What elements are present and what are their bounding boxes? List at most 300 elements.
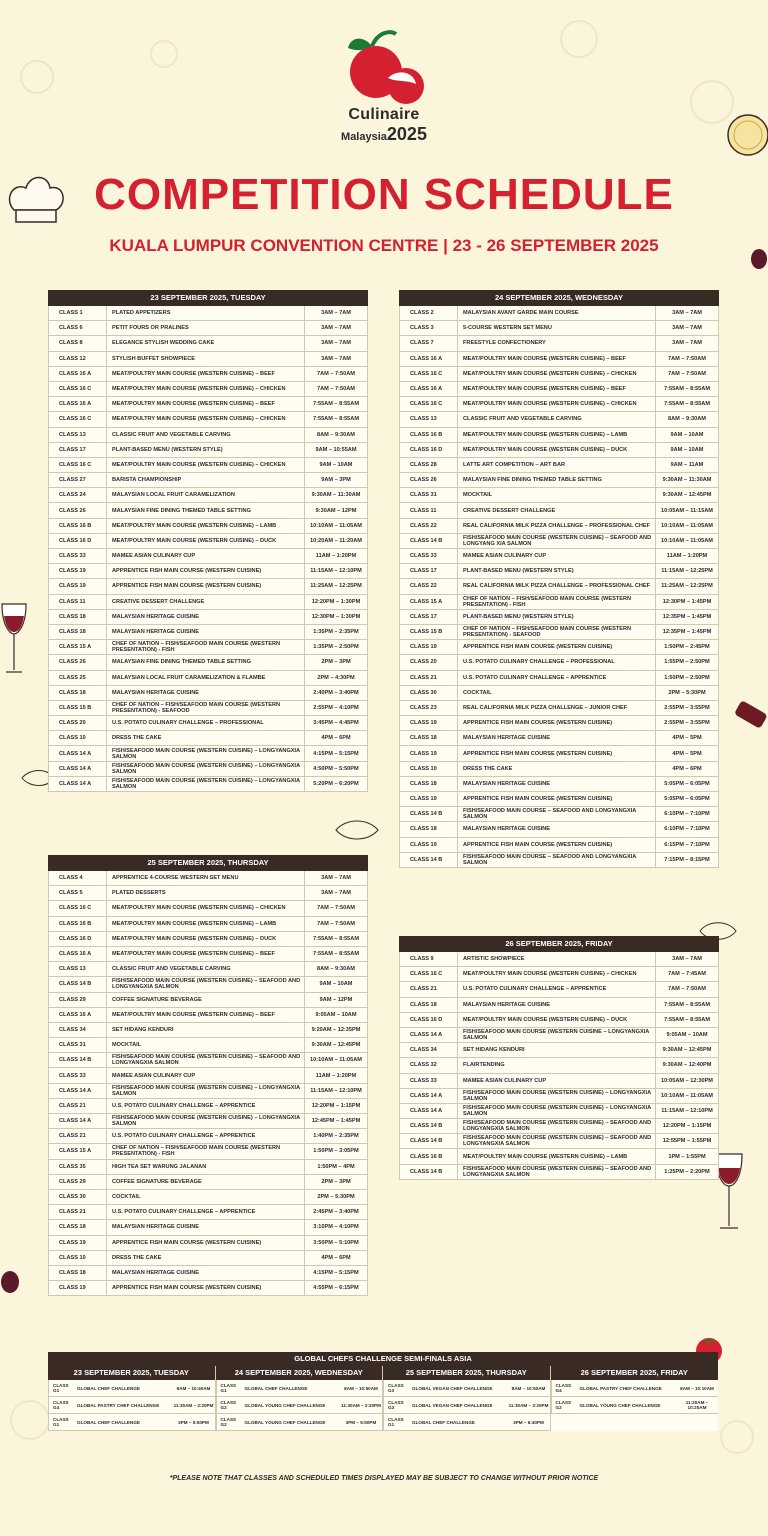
class-cell: CLASS 19: [49, 564, 107, 578]
class-cell: CLASS 16 C: [400, 367, 458, 381]
time-cell: 10:20AM – 11:20AM: [310, 537, 362, 544]
time-cell: 7AM – 7:50AM: [317, 386, 355, 393]
time-cell: 12:45PM – 1:45PM: [311, 1118, 361, 1125]
event-cell: MALAYSIAN AVANT GARDE MAIN COURSE: [458, 306, 656, 320]
event-cell: DRESS THE CAKE: [107, 1251, 305, 1265]
table-row: [399, 998, 719, 1013]
class-cell: CLASS 14 B: [400, 1119, 458, 1133]
event-cell: PLATED APPETIZERS: [107, 306, 305, 320]
table-row: [48, 1190, 368, 1205]
event-cell: PLANT-BASED MENU (WESTERN STYLE): [107, 443, 305, 457]
culinaire-logo: [324, 28, 444, 144]
time-cell: 11:25AM – 12:25PM: [661, 583, 713, 590]
time-cell: 12:20PM – 1:30PM: [311, 598, 361, 605]
gcc-class-cell: CLASS G4: [555, 1383, 572, 1393]
event-cell: CHEF OF NATION – FISH/SEAFOOD MAIN COURSE (WESTERN PRESENTATION) - FISH: [107, 640, 305, 654]
time-cell: 9AM – 3PM: [321, 477, 351, 484]
event-cell: FISH/SEAFOOD MAIN COURSE – SEAFOOD AND LONGYANGXIA SALMON: [458, 807, 656, 821]
gcc-row: [551, 1397, 719, 1414]
class-cell: CLASS 18: [400, 822, 458, 836]
table-row: [48, 671, 368, 686]
class-cell: CLASS 11: [49, 595, 107, 609]
table-row: [48, 412, 368, 427]
time-cell: 10:05AM – 11:15AM: [661, 507, 713, 514]
class-cell: CLASS 16 B: [400, 428, 458, 442]
brand-name: Culinaire: [348, 106, 420, 123]
gcc-class-cell: CLASS G1: [388, 1417, 404, 1427]
time-cell: 10:10AM – 11:05AM: [661, 522, 713, 529]
cherry-logo-icon: [332, 28, 436, 106]
event-cell: HIGH TEA SET WARUNG JALANAN: [107, 1160, 305, 1174]
class-cell: CLASS 14 A: [400, 1104, 458, 1118]
decor-circle: [10, 1400, 50, 1440]
table-row: [399, 716, 719, 731]
table-row: [48, 947, 368, 962]
gcc-class-cell: CLASS G2: [555, 1400, 572, 1410]
event-cell: MOCKTAIL: [458, 488, 656, 502]
gcc-day-header: 25 SEPTEMBER 2025, THURSDAY: [383, 1366, 550, 1380]
class-cell: CLASS 16 B: [49, 917, 107, 931]
gcc-time-cell: 8AM – 10:10AM: [680, 1385, 714, 1391]
event-cell: U.S. POTATO CULINARY CHALLENGE – APPRENTICE: [107, 1205, 305, 1219]
time-cell: 4PM – 5PM: [672, 735, 702, 742]
event-cell: MEAT/POULTRY MAIN COURSE (WESTERN CUISINE) – CHICKEN: [458, 967, 656, 981]
event-cell: MEAT/POULTRY MAIN COURSE (WESTERN CUISINE) – DUCK: [458, 443, 656, 457]
class-cell: CLASS 19: [400, 792, 458, 806]
schedule-table-23-sep: [48, 290, 368, 792]
time-cell: 2:55PM – 4:10PM: [313, 704, 359, 711]
event-cell: APPRENTICE FISH MAIN COURSE (WESTERN CUISINE): [458, 640, 656, 654]
table-row: [399, 625, 719, 640]
class-cell: CLASS 13: [49, 428, 107, 442]
time-cell: 2PM – 3PM: [321, 1178, 351, 1185]
event-cell: ARTISTIC SHOWPIECE: [458, 952, 656, 966]
table-row: [399, 1119, 719, 1134]
gcc-event-cell: GLOBAL CHEF CHALLENGE: [77, 1385, 140, 1391]
table-row: [48, 932, 368, 947]
time-cell: 9AM – 10:55AM: [315, 446, 357, 453]
class-cell: CLASS 14 A: [49, 762, 107, 776]
leaf-icon: [334, 818, 380, 842]
event-cell: MAMEE ASIAN CULINARY CUP: [107, 549, 305, 563]
class-cell: CLASS 17: [400, 610, 458, 624]
table-row: [48, 1251, 368, 1266]
event-cell: DRESS THE CAKE: [107, 731, 305, 745]
time-cell: 7:55AM – 8:55AM: [312, 416, 359, 423]
gcc-class-cell: CLASS G3: [388, 1383, 404, 1393]
time-cell: 9AM – 10AM: [319, 461, 353, 468]
class-cell: CLASS 31: [400, 488, 458, 502]
event-cell: U.S. POTATO CULINARY CHALLENGE – APPRENTICE: [107, 1129, 305, 1143]
class-cell: CLASS 21: [49, 1099, 107, 1113]
table-row: [48, 625, 368, 640]
time-cell: 2:45PM – 3:40PM: [313, 1209, 359, 1216]
event-cell: U.S. POTATO CULINARY CHALLENGE – PROFESSIONAL: [458, 655, 656, 669]
table-row: [399, 382, 719, 397]
time-cell: 8AM – 9:30AM: [668, 416, 706, 423]
gcc-day-header: 26 SEPTEMBER 2025, FRIDAY: [551, 1366, 719, 1380]
class-cell: CLASS 16 B: [49, 519, 107, 533]
time-cell: 9:30AM – 12:45PM: [311, 1042, 361, 1049]
time-cell: 12:30PM – 1:30PM: [311, 613, 361, 620]
event-cell: CLASSIC FRUIT AND VEGETABLE CARVING: [107, 428, 305, 442]
event-cell: APPRENTICE FISH MAIN COURSE (WESTERN CUISINE): [107, 1281, 305, 1295]
time-cell: 3:45PM – 4:45PM: [313, 720, 359, 727]
table-row: [48, 1281, 368, 1296]
class-cell: CLASS 15 A: [49, 1144, 107, 1158]
event-cell: FISH/SEAFOOD MAIN COURSE (WESTERN CUISINE) – LONGYANGXIA SALMON: [107, 1114, 305, 1128]
event-cell: STYLISH BUFFET SHOWPIECE: [107, 352, 305, 366]
class-cell: CLASS 24: [49, 488, 107, 502]
time-cell: 6:15PM – 7:10PM: [664, 841, 710, 848]
gcc-event-cell: GLOBAL VEGAN CHEF CHALLENGE: [412, 1402, 493, 1408]
time-cell: 11AM – 1:20PM: [315, 1072, 357, 1079]
time-cell: 11:25AM – 12:25PM: [310, 583, 362, 590]
table-row: [48, 503, 368, 518]
time-cell: 4:15PM – 5:15PM: [313, 1269, 359, 1276]
time-cell: 9AM – 12PM: [319, 996, 353, 1003]
gcc-time-cell: 11:30AM – 2:20PM: [508, 1402, 549, 1408]
event-cell: APPRENTICE FISH MAIN COURSE (WESTERN CUISINE): [458, 746, 656, 760]
gcc-time-cell: 3PM – 5:50PM: [345, 1419, 377, 1425]
gcc-event-cell: GLOBAL CHEF CHALLENGE: [244, 1385, 308, 1391]
time-cell: 6:10PM – 7:10PM: [664, 811, 710, 818]
event-cell: MALAYSIAN HERITAGE CUISINE: [458, 777, 656, 791]
class-cell: CLASS 16 B: [400, 1149, 458, 1163]
time-cell: 7AM – 7:50AM: [317, 920, 355, 927]
event-cell: MOCKTAIL: [107, 1038, 305, 1052]
table-row: [399, 473, 719, 488]
schedule-table-26-sep: [399, 936, 719, 1180]
lemon-slice-icon: [722, 112, 768, 158]
table-row: [48, 716, 368, 731]
gcc-event-cell: GLOBAL CHEF CHALLENGE: [412, 1419, 475, 1425]
class-cell: CLASS 21: [49, 1205, 107, 1219]
gcc-time-cell: 11:30AM – 2:20PM: [341, 1402, 381, 1408]
class-cell: CLASS 16 A: [400, 382, 458, 396]
table-row: [48, 352, 368, 367]
global-chefs-challenge-table: [48, 1352, 718, 1431]
class-cell: CLASS 16 C: [400, 967, 458, 981]
class-cell: CLASS 13: [49, 962, 107, 976]
event-cell: COCKTAIL: [107, 1190, 305, 1204]
brand-wordmark: [324, 106, 444, 145]
event-cell: 5-COURSE WESTERN SET MENU: [458, 321, 656, 335]
brand-sub: Malaysia: [341, 131, 387, 143]
time-cell: 7:55AM – 8:55AM: [663, 386, 710, 393]
event-cell: REAL CALIFORNIA MILK PIZZA CHALLENGE – PROFESSIONAL CHEF: [458, 579, 656, 593]
event-cell: CHEF OF NATION – FISH/SEAFOOD MAIN COURSE (WESTERN PRESENTATION) - SEAFOOD: [458, 625, 656, 639]
class-cell: CLASS 19: [400, 746, 458, 760]
class-cell: CLASS 16 C: [400, 397, 458, 411]
gcc-time-cell: 3PM – 5:50PM: [178, 1419, 209, 1425]
class-cell: CLASS 33: [400, 549, 458, 563]
event-cell: ELEGANCE STYLISH WEDDING CAKE: [107, 336, 305, 350]
time-cell: 9:30AM – 12:40PM: [662, 1062, 712, 1069]
class-cell: CLASS 10: [400, 762, 458, 776]
class-cell: CLASS 6: [49, 321, 107, 335]
class-cell: CLASS 22: [400, 519, 458, 533]
event-cell: MEAT/POULTRY MAIN COURSE (WESTERN CUISINE) – BEEF: [458, 352, 656, 366]
class-cell: CLASS 35: [49, 1160, 107, 1174]
table-row: [399, 503, 719, 518]
table-row: [399, 822, 719, 837]
class-cell: CLASS 18: [400, 731, 458, 745]
table-row: [399, 777, 719, 792]
class-cell: CLASS 16 D: [400, 1013, 458, 1027]
gcc-header: GLOBAL CHEFS CHALLENGE SEMI-FINALS ASIA: [48, 1352, 718, 1366]
table-row: [399, 1013, 719, 1028]
class-cell: CLASS 18: [400, 998, 458, 1012]
event-cell: MEAT/POULTRY MAIN COURSE (WESTERN CUISINE) – LAMB: [107, 519, 305, 533]
table-row: [48, 1144, 368, 1159]
time-cell: 7:55AM – 8:55AM: [312, 401, 359, 408]
table-row: [48, 519, 368, 534]
table-row: [48, 564, 368, 579]
event-cell: MEAT/POULTRY MAIN COURSE (WESTERN CUISINE) – BEEF: [107, 397, 305, 411]
time-cell: 3:50PM – 5:10PM: [313, 1239, 359, 1246]
event-cell: MEAT/POULTRY MAIN COURSE (WESTERN CUISINE) – CHICKEN: [458, 397, 656, 411]
schedule-table-25-sep: [48, 855, 368, 1296]
event-cell: CLASSIC FRUIT AND VEGETABLE CARVING: [107, 962, 305, 976]
class-cell: CLASS 19: [49, 1281, 107, 1295]
class-cell: CLASS 3: [400, 321, 458, 335]
time-cell: 3AM – 7AM: [321, 875, 351, 882]
time-cell: 2PM – 5:30PM: [668, 689, 706, 696]
table-row: [48, 382, 368, 397]
class-cell: CLASS 18: [49, 625, 107, 639]
table-row: [48, 746, 368, 761]
time-cell: 11AM – 1:20PM: [315, 553, 357, 560]
table-row: [48, 458, 368, 473]
event-cell: MALAYSIAN HERITAGE CUISINE: [458, 731, 656, 745]
class-cell: CLASS 15 B: [400, 625, 458, 639]
time-cell: 2:40PM – 3:40PM: [313, 689, 359, 696]
wine-glass-icon: [0, 600, 28, 680]
class-cell: CLASS 10: [49, 1251, 107, 1265]
table-row: [48, 1129, 368, 1144]
table-row: [399, 564, 719, 579]
table-row: [48, 871, 368, 886]
class-cell: CLASS 27: [49, 473, 107, 487]
time-cell: 10:10AM – 11:05AM: [310, 522, 362, 529]
gcc-time-cell: 11:30AM – 2:20PM: [173, 1402, 214, 1408]
table-row: [48, 901, 368, 916]
class-cell: CLASS 32: [400, 1058, 458, 1072]
time-cell: 3AM – 7AM: [672, 340, 702, 347]
time-cell: 3AM – 7AM: [672, 310, 702, 317]
class-cell: CLASS 15 A: [400, 595, 458, 609]
time-cell: 9AM – 10AM: [670, 446, 704, 453]
event-cell: MALAYSIAN HERITAGE CUISINE: [458, 998, 656, 1012]
time-cell: 3AM – 7AM: [321, 310, 351, 317]
table-row: [48, 762, 368, 777]
time-cell: 1:50PM – 2:50PM: [664, 674, 710, 681]
time-cell: 4PM – 6PM: [321, 1254, 351, 1261]
event-cell: MALAYSIAN HERITAGE CUISINE: [107, 686, 305, 700]
time-cell: 9:05AM – 10AM: [666, 1032, 708, 1039]
class-cell: CLASS 14 B: [49, 977, 107, 991]
event-cell: REAL CALIFORNIA MILK PIZZA CHALLENGE – JUNIOR CHEF: [458, 701, 656, 715]
table-row: [399, 1089, 719, 1104]
event-cell: COCKTAIL: [458, 686, 656, 700]
class-cell: CLASS 16 D: [400, 443, 458, 457]
class-cell: CLASS 19: [400, 640, 458, 654]
decor-circle: [720, 1420, 754, 1454]
time-cell: 4:55PM – 6:15PM: [313, 1285, 359, 1292]
class-cell: CLASS 14 A: [400, 1089, 458, 1103]
gcc-event-cell: GLOBAL CHEF CHALLENGE: [77, 1419, 140, 1425]
table-row: [399, 488, 719, 503]
class-cell: CLASS 33: [400, 1074, 458, 1088]
gcc-time-cell: 8AM – 10:40AM: [176, 1385, 211, 1391]
class-cell: CLASS 16 C: [49, 382, 107, 396]
table-header: 25 SEPTEMBER 2025, THURSDAY: [48, 855, 368, 871]
class-cell: CLASS 14 A: [49, 1084, 107, 1098]
table-row: [399, 1134, 719, 1149]
class-cell: CLASS 16 C: [49, 901, 107, 915]
decor-circle: [20, 60, 54, 94]
event-cell: MEAT/POULTRY MAIN COURSE (WESTERN CUISINE) – LAMB: [107, 917, 305, 931]
table-row: [399, 1104, 719, 1119]
event-cell: APPRENTICE FISH MAIN COURSE (WESTERN CUISINE): [458, 792, 656, 806]
table-row: [48, 610, 368, 625]
class-cell: CLASS 18: [49, 610, 107, 624]
table-row: [48, 1099, 368, 1114]
event-cell: PLANT-BASED MENU (WESTERN STYLE): [458, 610, 656, 624]
table-row: [48, 473, 368, 488]
class-cell: CLASS 33: [49, 1068, 107, 1082]
time-cell: 3AM – 7AM: [321, 890, 351, 897]
table-row: [48, 640, 368, 655]
table-row: [399, 1043, 719, 1058]
gcc-event-cell: GLOBAL VEGAN CHEF CHALLENGE: [412, 1385, 493, 1391]
gcc-event-cell: GLOBAL YOUNG CHEF CHALLENGE: [244, 1402, 326, 1408]
event-cell: SET HIDANG KENDURI: [107, 1023, 305, 1037]
class-cell: CLASS 14 B: [400, 807, 458, 821]
gcc-class-cell: CLASS G1: [53, 1383, 69, 1393]
time-cell: 4:50PM – 5:50PM: [313, 765, 359, 772]
gcc-event-cell: GLOBAL PASTRY CHEF CHALLENGE: [579, 1385, 662, 1391]
event-cell: APPRENTICE FISH MAIN COURSE (WESTERN CUISINE): [458, 716, 656, 730]
table-row: [48, 1038, 368, 1053]
event-cell: APPRENTICE FISH MAIN COURSE (WESTERN CUISINE): [458, 838, 656, 852]
time-cell: 1:50PM – 3:05PM: [313, 1148, 359, 1155]
gcc-row: [48, 1397, 215, 1414]
table-row: [48, 962, 368, 977]
table-row: [48, 1068, 368, 1083]
class-cell: CLASS 19: [400, 838, 458, 852]
time-cell: 4PM – 6PM: [672, 765, 702, 772]
time-cell: 9:30AM – 11:30AM: [662, 477, 712, 484]
wine-bottle-icon: [730, 700, 768, 750]
olive-icon: [0, 1270, 20, 1294]
gcc-time-cell: 8AM – 10:50AM: [344, 1385, 378, 1391]
time-cell: 2:55PM – 3:55PM: [664, 720, 710, 727]
gcc-row: [216, 1380, 383, 1397]
table-header: 23 SEPTEMBER 2025, TUESDAY: [48, 290, 368, 306]
time-cell: 12:20PM – 1:15PM: [311, 1102, 361, 1109]
gcc-day-column: [48, 1366, 216, 1431]
table-row: [399, 853, 719, 868]
time-cell: 11:15AM – 12:25PM: [661, 568, 713, 575]
disclaimer-note: *PLEASE NOTE THAT CLASSES AND SCHEDULED TIMES DISPLAYED MAY BE SUBJECT TO CHANGE WITHOUT PRIOR NOTICE: [169, 1475, 599, 1482]
gcc-event-cell: GLOBAL PASTRY CHEF CHALLENGE: [77, 1402, 160, 1408]
table-row: [399, 1058, 719, 1073]
event-cell: U.S. POTATO CULINARY CHALLENGE – APPRENTICE: [458, 671, 656, 685]
table-row: [399, 655, 719, 670]
table-row: [48, 1266, 368, 1281]
time-cell: 1:25PM – 2:20PM: [664, 1168, 710, 1175]
class-cell: CLASS 20: [400, 655, 458, 669]
event-cell: MEAT/POULTRY MAIN COURSE (WESTERN CUISINE) – CHICKEN: [107, 901, 305, 915]
event-cell: U.S. POTATO CULINARY CHALLENGE – APPRENTICE: [458, 982, 656, 996]
table-row: [48, 1160, 368, 1175]
time-cell: 2PM – 4:30PM: [317, 674, 355, 681]
gcc-class-cell: CLASS G2: [220, 1400, 237, 1410]
event-cell: FISH/SEAFOOD MAIN COURSE (WESTERN CUISINE) – SEAFOOD AND LONGYANG XIA SALMON: [458, 534, 656, 548]
time-cell: 3:10PM – 4:10PM: [313, 1224, 359, 1231]
time-cell: 9:30AM – 12PM: [315, 507, 357, 514]
table-row: [399, 321, 719, 336]
time-cell: 2:55PM – 3:55PM: [664, 704, 710, 711]
class-cell: CLASS 18: [400, 777, 458, 791]
event-cell: MEAT/POULTRY MAIN COURSE (WESTERN CUISINE) – LAMB: [458, 428, 656, 442]
table-row: [399, 807, 719, 822]
event-cell: MALAYSIAN HERITAGE CUISINE: [107, 610, 305, 624]
time-cell: 8AM – 9:30AM: [317, 431, 355, 438]
class-cell: CLASS 16 C: [49, 458, 107, 472]
time-cell: 2PM – 3PM: [321, 659, 351, 666]
class-cell: CLASS 28: [400, 458, 458, 472]
time-cell: 7AM – 7:50AM: [668, 986, 706, 993]
time-cell: 12:20PM – 1:15PM: [662, 1123, 712, 1130]
gcc-row: [383, 1397, 550, 1414]
time-cell: 5:05PM – 6:05PM: [664, 796, 710, 803]
table-row: [48, 1236, 368, 1251]
table-row: [399, 367, 719, 382]
event-cell: MEAT/POULTRY MAIN COURSE (WESTERN CUISINE) – BEEF: [458, 382, 656, 396]
table-row: [48, 655, 368, 670]
table-row: [399, 701, 719, 716]
event-cell: COFFEE SIGNATURE BEVERAGE: [107, 1175, 305, 1189]
time-cell: 3AM – 7AM: [321, 340, 351, 347]
table-row: [399, 1165, 719, 1180]
event-cell: U.S. POTATO CULINARY CHALLENGE – PROFESSIONAL: [107, 716, 305, 730]
time-cell: 1:50PM – 2:45PM: [664, 644, 710, 651]
time-cell: 11:15AM – 12:10PM: [310, 568, 362, 575]
class-cell: CLASS 8: [49, 336, 107, 350]
table-row: [48, 367, 368, 382]
class-cell: CLASS 13: [400, 412, 458, 426]
event-cell: PLATED DESSERTS: [107, 886, 305, 900]
table-row: [399, 1028, 719, 1043]
event-cell: CHEF OF NATION – FISH/SEAFOOD MAIN COURSE (WESTERN PRESENTATION) - FISH: [458, 595, 656, 609]
time-cell: 3AM – 7AM: [321, 325, 351, 332]
table-row: [399, 519, 719, 534]
event-cell: CHEF OF NATION – FISH/SEAFOOD MAIN COURSE (WESTERN PRESENTATION) - SEAFOOD: [107, 701, 305, 715]
table-row: [48, 1053, 368, 1068]
gcc-row: [48, 1414, 215, 1431]
table-row: [399, 352, 719, 367]
event-cell: LATTE ART COMPETITION – ART BAR: [458, 458, 656, 472]
event-cell: MALAYSIAN LOCAL FRUIT CARAMELIZATION: [107, 488, 305, 502]
class-cell: CLASS 29: [49, 1175, 107, 1189]
gcc-time-cell: 8AM – 10:50AM: [511, 1385, 546, 1391]
event-cell: MEAT/POULTRY MAIN COURSE (WESTERN CUISINE) – DUCK: [458, 1013, 656, 1027]
gcc-class-cell: CLASS G4: [53, 1400, 69, 1410]
event-cell: FREESTYLE CONFECTIONERY: [458, 336, 656, 350]
